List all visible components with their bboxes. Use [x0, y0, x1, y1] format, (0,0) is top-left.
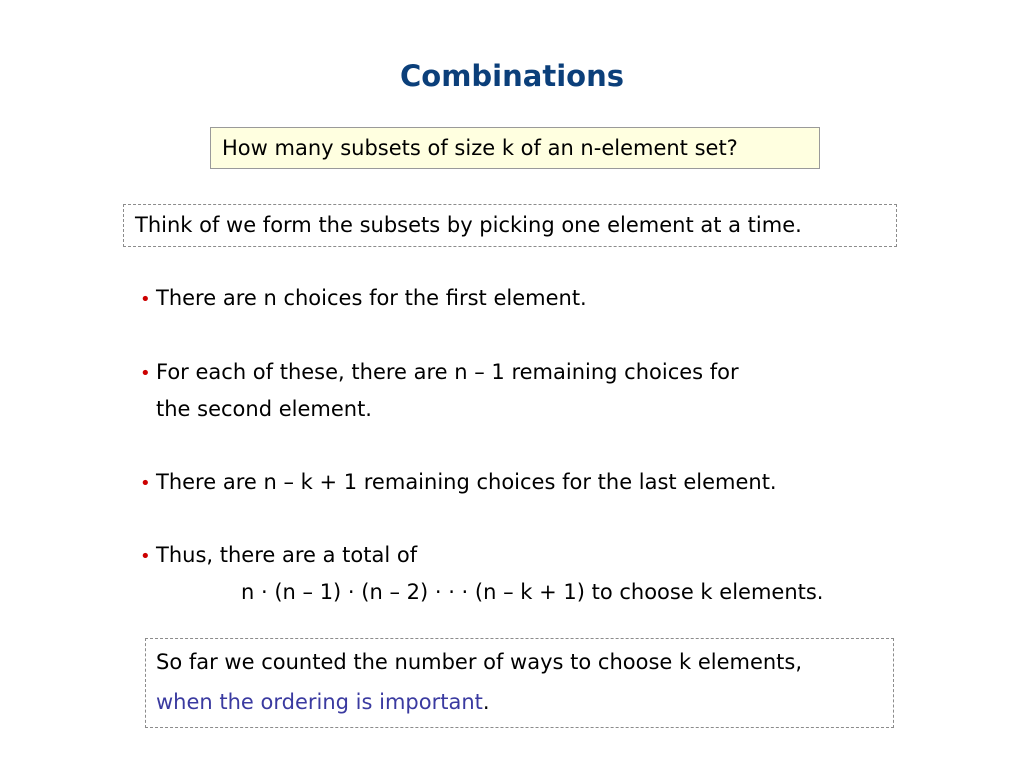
- bullet-marker: •: [140, 473, 151, 494]
- summary-line-2: [156, 688, 490, 716]
- summary-emphasis: when the ordering is important: [156, 690, 483, 714]
- summary-line-1: So far we counted the number of ways to choose k elements,: [156, 650, 803, 674]
- bullet-marker: •: [140, 363, 151, 384]
- question-text: How many subsets of size k of an n-element set?: [222, 136, 738, 160]
- summary-box: [145, 638, 894, 728]
- think-text: Think of we form the subsets by picking one element at a time.: [135, 213, 802, 237]
- bullet-text: For each of these, there are n – 1 remaining choices for: [156, 360, 739, 384]
- bullet-item: [140, 468, 777, 498]
- slide-title: Combinations: [400, 59, 624, 93]
- bullet-item: [140, 358, 739, 388]
- bullet-marker: •: [140, 289, 151, 310]
- bullet-text: Thus, there are a total of: [156, 543, 418, 567]
- think-box: [123, 204, 897, 247]
- bullet-item: [140, 284, 587, 314]
- bullet-marker: •: [140, 546, 151, 567]
- summary-tail: .: [482, 690, 490, 714]
- formula-line: n · (n – 1) · (n – 2) · · · (n – k + 1) to choose k elements.: [241, 580, 824, 604]
- bullet-item: [140, 541, 417, 571]
- bullet-text: There are n – k + 1 remaining choices for the last element.: [156, 470, 777, 494]
- bullet-continuation: the second element.: [156, 397, 372, 421]
- bullet-text: There are n choices for the first element.: [156, 286, 587, 310]
- question-box: [210, 127, 820, 169]
